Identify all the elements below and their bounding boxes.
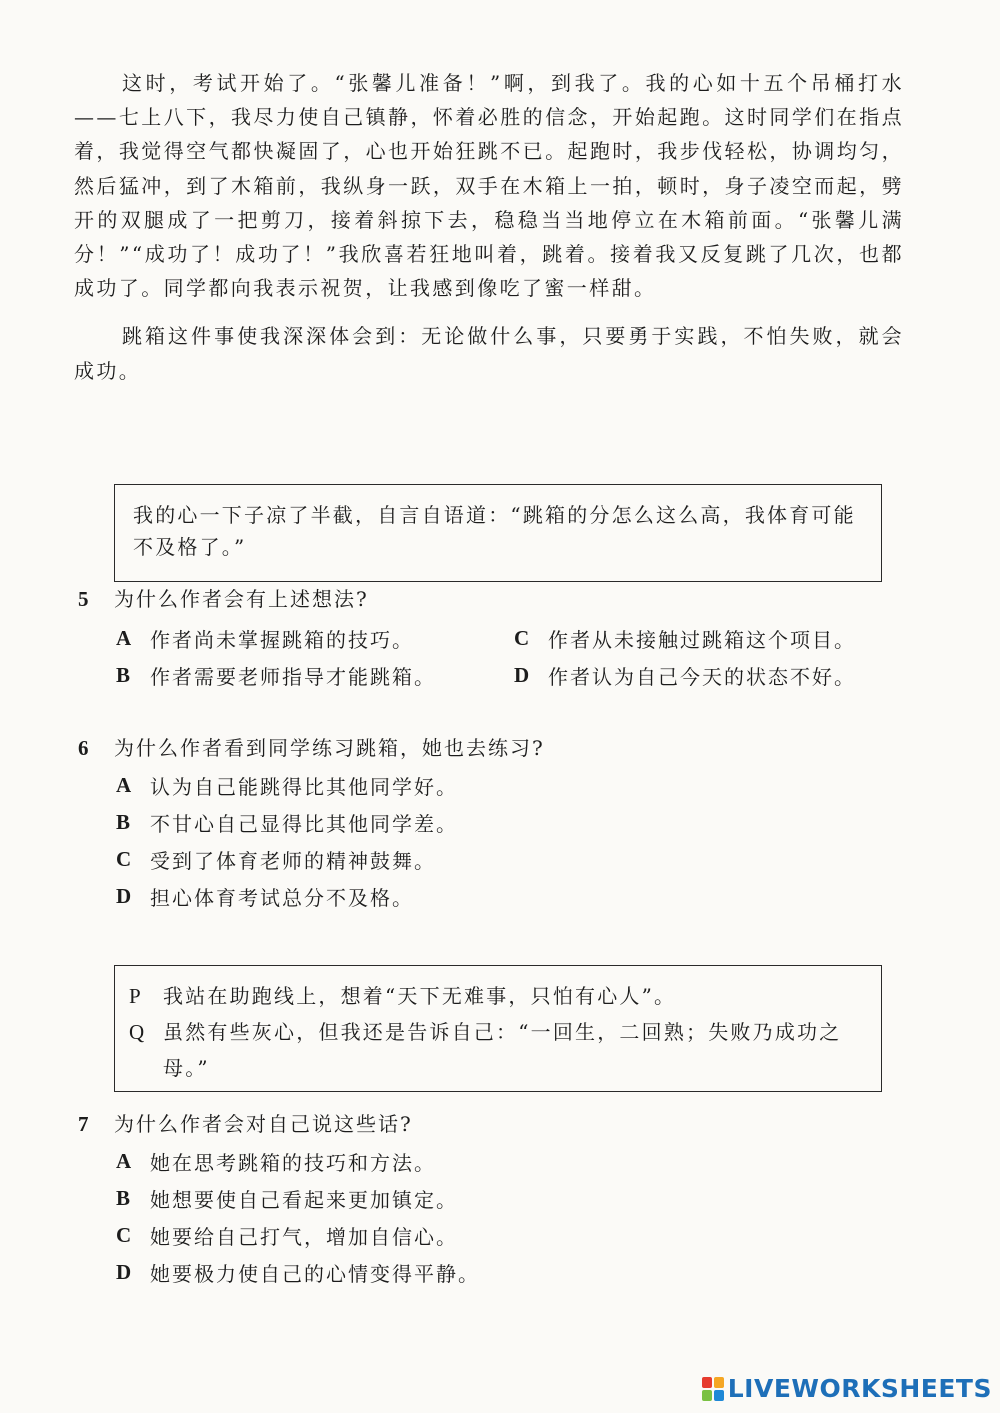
quote-box-2 xyxy=(114,965,882,1092)
option-letter: C xyxy=(514,626,532,650)
quote-label: Q xyxy=(129,1020,147,1044)
option-text: 作者认为自己今天的状态不好。 xyxy=(548,665,856,689)
watermark-text: LIVEWORKSHEETS xyxy=(727,1374,992,1403)
option-letter: C xyxy=(116,847,134,871)
option-list xyxy=(116,620,914,694)
reading-passage xyxy=(74,66,904,388)
option-text: 她要极力使自己的心情变得平静。 xyxy=(150,1262,480,1286)
quote-line-q xyxy=(129,1014,867,1086)
option-d[interactable] xyxy=(514,657,914,694)
option-c[interactable] xyxy=(116,841,545,878)
question-number: 5 xyxy=(78,587,91,611)
question-7 xyxy=(78,1109,480,1291)
option-list xyxy=(116,1143,480,1291)
quote-text: 虽然有些灰心，但我还是告诉自己：“一回生，二回熟；失败乃成功之母。” xyxy=(163,1020,842,1080)
option-b[interactable] xyxy=(116,657,514,694)
option-text: 认为自己能跳得比其他同学好。 xyxy=(150,775,458,799)
option-c[interactable] xyxy=(116,1217,480,1254)
logo-square xyxy=(714,1390,724,1401)
passage-paragraph-1: 这时，考试开始了。“张馨儿准备！”啊，到我了。我的心如十五个吊桶打水——七上八下，我尽力使自己镇静，怀着必胜的信念，开始起跑。这时同学们在指点着，我觉得空气都快凝固了，心也开始狂跳不已。起跑时，我步伐轻松，协调均匀，然后猛冲，到了木箱前，我纵身一跃，双手在木箱上一拍，顿时，身子凌空而起，劈开的双腿成了一把剪刀，接着斜掠下去，稳稳当当地停立在木箱前面。“张馨儿满分！”“成功了！成功了！”我欣喜若狂地叫着，跳着。接着我又反复跳了几次，也都成功了。同学都向我表示祝贺，让我感到像吃了蜜一样甜。 xyxy=(74,71,904,301)
option-c[interactable] xyxy=(514,620,914,657)
logo-square xyxy=(702,1390,712,1401)
question-stem: 为什么作者看到同学练习跳箱，她也去练习? xyxy=(114,736,545,760)
liveworksheets-watermark xyxy=(702,1374,992,1403)
option-b[interactable] xyxy=(116,1180,480,1217)
option-letter: B xyxy=(116,810,133,834)
quote-label: P xyxy=(129,984,143,1008)
quote-box-1 xyxy=(114,484,882,582)
option-text: 作者从未接触过跳箱这个项目。 xyxy=(548,628,856,652)
quote-line-p xyxy=(129,978,867,1014)
option-text: 她在思考跳箱的技巧和方法。 xyxy=(150,1151,436,1175)
option-letter: D xyxy=(116,884,134,908)
quote-text: 我站在助跑线上，想着“天下无难事，只怕有心人”。 xyxy=(163,984,677,1008)
option-b[interactable] xyxy=(116,804,545,841)
option-text: 她要给自己打气，增加自信心。 xyxy=(150,1225,458,1249)
option-letter: B xyxy=(116,1186,133,1210)
option-letter: A xyxy=(116,1149,134,1173)
option-text: 她想要使自己看起来更加镇定。 xyxy=(150,1188,458,1212)
liveworksheets-logo-icon xyxy=(702,1377,724,1401)
option-a[interactable] xyxy=(116,1143,480,1180)
question-stem: 为什么作者会对自己说这些话? xyxy=(114,1112,413,1136)
option-letter: B xyxy=(116,663,133,687)
option-letter: C xyxy=(116,1223,134,1247)
question-6 xyxy=(78,733,545,915)
logo-square xyxy=(714,1377,724,1388)
option-list xyxy=(116,767,545,915)
option-text: 作者尚未掌握跳箱的技巧。 xyxy=(150,628,414,652)
option-a[interactable] xyxy=(116,620,514,657)
option-d[interactable] xyxy=(116,1254,480,1291)
option-letter: A xyxy=(116,773,134,797)
option-letter: A xyxy=(116,626,134,650)
option-text: 受到了体育老师的精神鼓舞。 xyxy=(150,849,436,873)
option-text: 担心体育考试总分不及格。 xyxy=(150,886,414,910)
option-text: 不甘心自己显得比其他同学差。 xyxy=(150,812,458,836)
logo-square xyxy=(702,1377,712,1388)
passage-paragraph-2: 跳箱这件事使我深深体会到：无论做什么事，只要勇于实践，不怕失败，就会成功。 xyxy=(74,324,904,383)
option-a[interactable] xyxy=(116,767,545,804)
quote-box-1-text: 我的心一下子凉了半截，自言自语道：“跳箱的分怎么这么高，我体育可能不及格了。” xyxy=(133,503,856,559)
option-letter: D xyxy=(116,1260,134,1284)
question-stem: 为什么作者会有上述想法? xyxy=(114,587,369,611)
option-letter: D xyxy=(514,663,532,687)
option-d[interactable] xyxy=(116,878,545,915)
option-text: 作者需要老师指导才能跳箱。 xyxy=(150,665,436,689)
question-number: 6 xyxy=(78,736,91,760)
question-5 xyxy=(78,584,914,694)
question-number: 7 xyxy=(78,1112,91,1136)
